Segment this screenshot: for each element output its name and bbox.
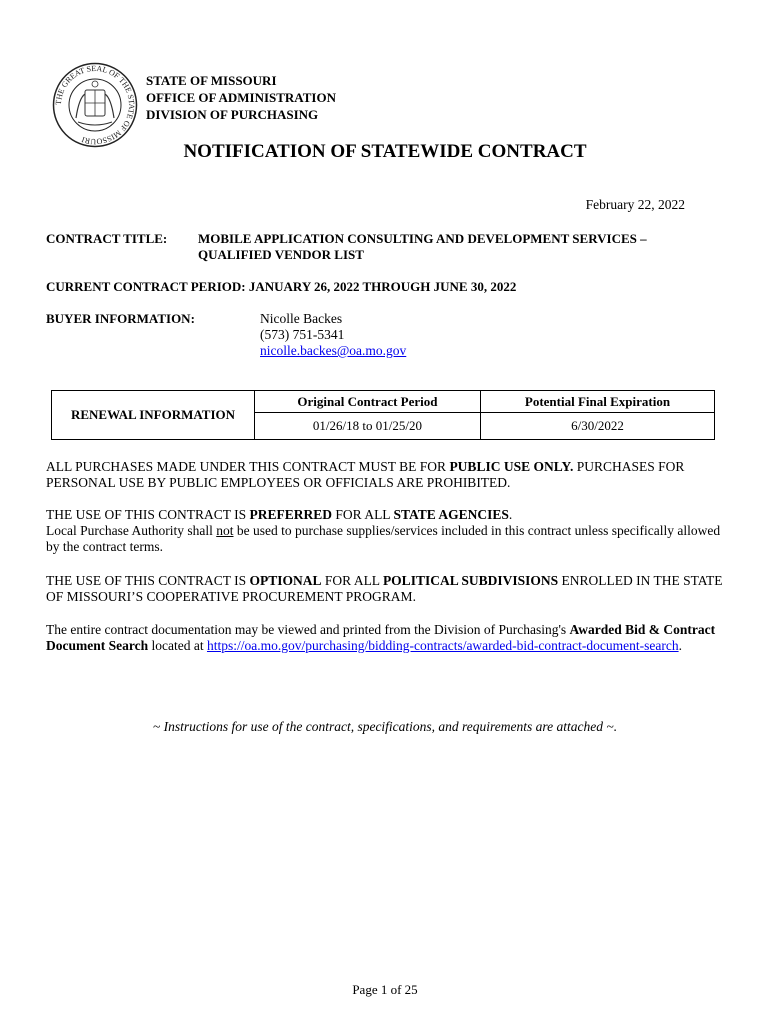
original-period-value: 01/26/18 to 01/25/20	[255, 413, 481, 440]
buyer-name: Nicolle Backes	[260, 311, 343, 326]
renewal-table	[51, 390, 715, 440]
p3-text-c: FOR ALL	[321, 573, 383, 588]
buyer-phone: (573) 751-5341	[260, 327, 345, 342]
agency-division: DIVISION OF PURCHASING	[146, 107, 319, 122]
p2-text-b: PREFERRED	[249, 507, 333, 522]
original-period-header: Original Contract Period	[255, 391, 481, 413]
p4-text-c: located at	[148, 638, 207, 653]
documentation-paragraph	[46, 622, 736, 654]
state-agencies-paragraph	[46, 507, 736, 555]
agency-office: OFFICE OF ADMINISTRATION	[146, 90, 336, 105]
contract-title-line1: MOBILE APPLICATION CONSULTING AND DEVELOPMENT SERVICES –	[198, 231, 647, 246]
agency-header	[146, 72, 336, 123]
p2-text-g: not	[216, 523, 234, 538]
public-use-paragraph	[46, 459, 736, 491]
political-subdivisions-paragraph	[46, 573, 736, 605]
p3-text-b: OPTIONAL	[249, 573, 322, 588]
contract-period: CURRENT CONTRACT PERIOD: JANUARY 26, 2022 THROUGH JUNE 30, 2022	[46, 279, 517, 294]
p2-text-e: .	[508, 507, 513, 522]
p2-text-c: FOR ALL	[332, 507, 394, 522]
buyer-email-link[interactable]: nicolle.backes@oa.mo.gov	[260, 343, 407, 358]
p1-text-b: PUBLIC USE ONLY.	[449, 459, 574, 474]
renewal-label: RENEWAL INFORMATION	[52, 391, 255, 440]
p2-text-a: THE USE OF THIS CONTRACT IS	[46, 507, 250, 522]
final-expiration-value: 6/30/2022	[480, 413, 714, 440]
document-date: February 22, 2022	[585, 197, 685, 212]
p2-text-h: be used to purchase supplies/services included in this contract unless specifically allowed by the contract terms.	[46, 523, 721, 554]
p3-text-e: ENROLLED IN THE STATE OF MISSOURI’S COOPERATIVE PROCUREMENT PROGRAM.	[46, 573, 723, 604]
p2-text-f: Local Purchase Authority shall	[46, 523, 217, 538]
document-title: NOTIFICATION OF STATEWIDE CONTRACT	[183, 141, 587, 162]
contract-title-line2: QUALIFIED VENDOR LIST	[198, 247, 364, 262]
p2-text-d: STATE AGENCIES	[393, 507, 509, 522]
contract-search-link[interactable]: https://oa.mo.gov/purchasing/bidding-contracts/awarded-bid-contract-document-search	[206, 638, 679, 653]
final-expiration-header: Potential Final Expiration	[480, 391, 714, 413]
state-seal-icon	[52, 62, 138, 148]
p4-text-b: Awarded Bid & Contract Document Search	[46, 622, 716, 653]
p3-text-a: THE USE OF THIS CONTRACT IS	[46, 573, 250, 588]
instructions-note: ~ Instructions for use of the contract, specifications, and requirements are attached ~.	[152, 719, 618, 734]
buyer-label: BUYER INFORMATION:	[46, 311, 195, 326]
p4-text-a: The entire contract documentation may be viewed and printed from the Division of Purchasing's	[46, 622, 570, 637]
page-number: Page 1 of 25	[352, 982, 418, 997]
seal-text: THE GREAT SEAL OF THE STATE OF MISSOURI	[53, 63, 137, 147]
agency-state: STATE OF MISSOURI	[146, 73, 277, 88]
buyer-info	[260, 311, 406, 359]
p3-text-d: POLITICAL SUBDIVISIONS	[382, 573, 559, 588]
contract-title-value	[198, 231, 698, 263]
p1-text-a: ALL PURCHASES MADE UNDER THIS CONTRACT MUST BE FOR	[46, 459, 450, 474]
contract-title-label: CONTRACT TITLE:	[46, 231, 168, 246]
p1-text-c: PURCHASES FOR PERSONAL USE BY PUBLIC EMPLOYEES OR OFFICIALS ARE PROHIBITED.	[46, 459, 685, 490]
p4-text-d: .	[678, 638, 682, 653]
